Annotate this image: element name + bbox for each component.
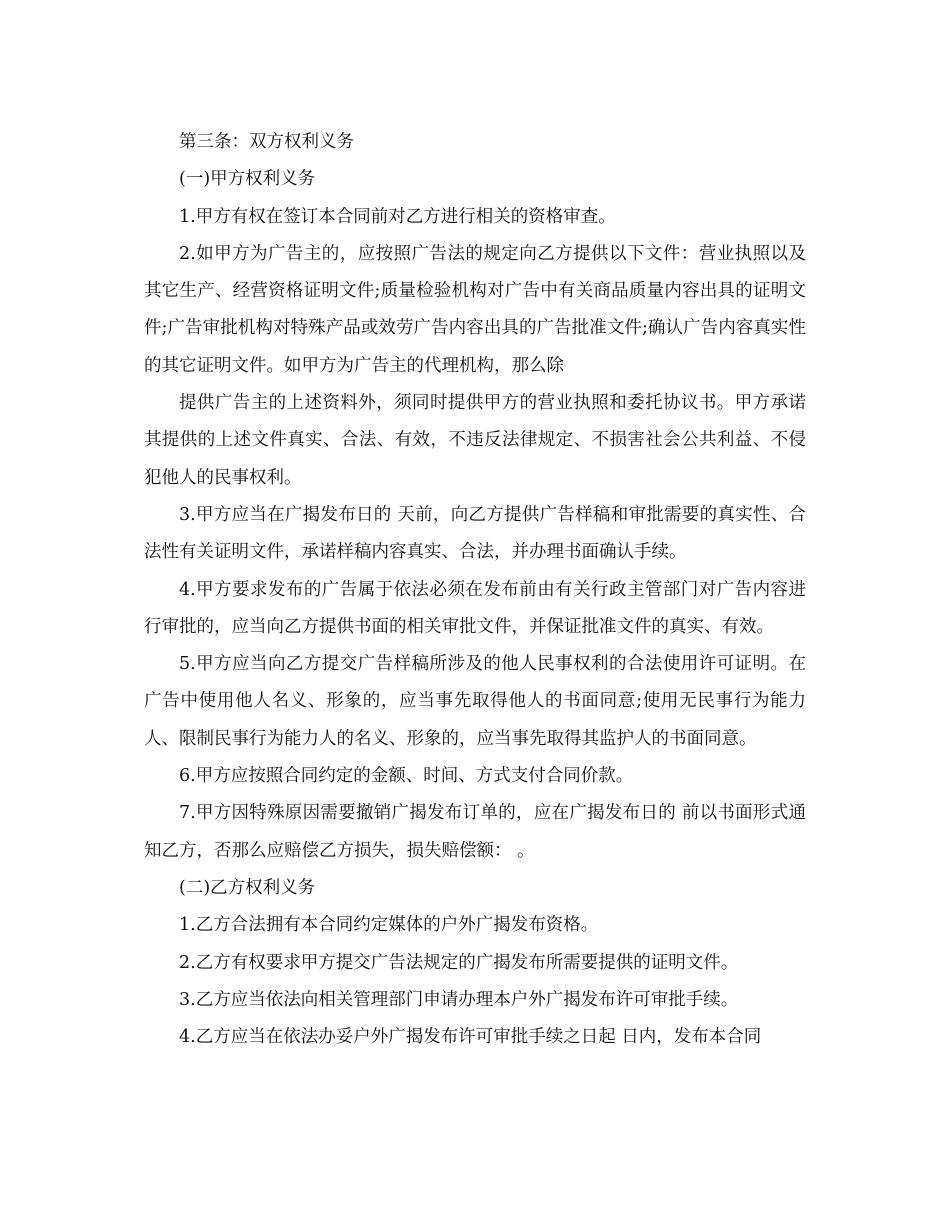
- paragraph-a5: 5.甲方应当向乙方提交广告样稿所涉及的他人民事权利的合法使用许可证明。在广告中使用他人名义、形象的，应当事先取得他人的书面同意;使用无民事行为能力人、限制民事行为能力人的名义、形象的，应当事先取得其监护人的书面同意。: [144, 654, 806, 749]
- paragraph-a6: 6.甲方应按照合同约定的金额、时间、方式支付合同价款。: [179, 766, 634, 787]
- paragraph-b3: 3.乙方应当依法向相关管理部门申请办理本户外广揭发布许可审批手续。: [179, 989, 739, 1010]
- subsection-title-party-b: (二)乙方权利义务: [179, 877, 316, 898]
- paragraph-a3: 3.甲方应当在广揭发布日的 天前，向乙方提供广告样稿和审批需要的真实性、合法性有关证明文件，承诺样稿内容真实、合法，并办理书面确认手续。: [144, 504, 806, 563]
- paragraph-b1: 1.乙方合法拥有本合同约定媒体的户外广揭发布资格。: [179, 915, 599, 936]
- paragraph-a2-continued: 提供广告主的上述资料外，须同时提供甲方的营业执照和委托协议书。甲方承诺其提供的上述文件真实、合法、有效，不违反法律规定、不损害社会公共利益、不侵犯他人的民事权利。: [144, 393, 806, 488]
- document-body: [144, 124, 806, 1056]
- paragraph-a1: 1.甲方有权在签订本合同前对乙方进行相关的资格审查。: [179, 206, 616, 227]
- paragraph-a2: 2.如甲方为广告主的，应按照广告法的规定向乙方提供以下文件：营业执照以及其它生产、经营资格证明文件;质量检验机构对广告中有关商品质量内容出具的证明文件;广告审批机构对特殊产品或效劳广告内容出具的广告批准文件;确认广告内容真实性的其它证明文件。如甲方为广告主的代理机构，那么除: [144, 243, 806, 376]
- paragraph-a4: 4.甲方要求发布的广告属于依法必须在发布前由有关行政主管部门对广告内容进行审批的，应当向乙方提供书面的相关审批文件，并保证批准文件的真实、有效。: [144, 579, 806, 637]
- section-title: 第三条：双方权利义务: [179, 132, 354, 152]
- subsection-title-party-a: (一)甲方权利义务: [179, 169, 316, 190]
- paragraph-b4: 4.乙方应当在依法办妥户外广揭发布许可审批手续之日起 日内，发布本合同: [179, 1027, 762, 1048]
- paragraph-a7: 7.甲方因特殊原因需要撤销广揭发布订单的，应在广揭发布日的 前以书面形式通知乙方，否那么应赔偿乙方损失，损失赔偿额： 。: [144, 803, 806, 861]
- paragraph-b2: 2.乙方有权要求甲方提交广告法规定的广揭发布所需要提供的证明文件。: [179, 952, 739, 973]
